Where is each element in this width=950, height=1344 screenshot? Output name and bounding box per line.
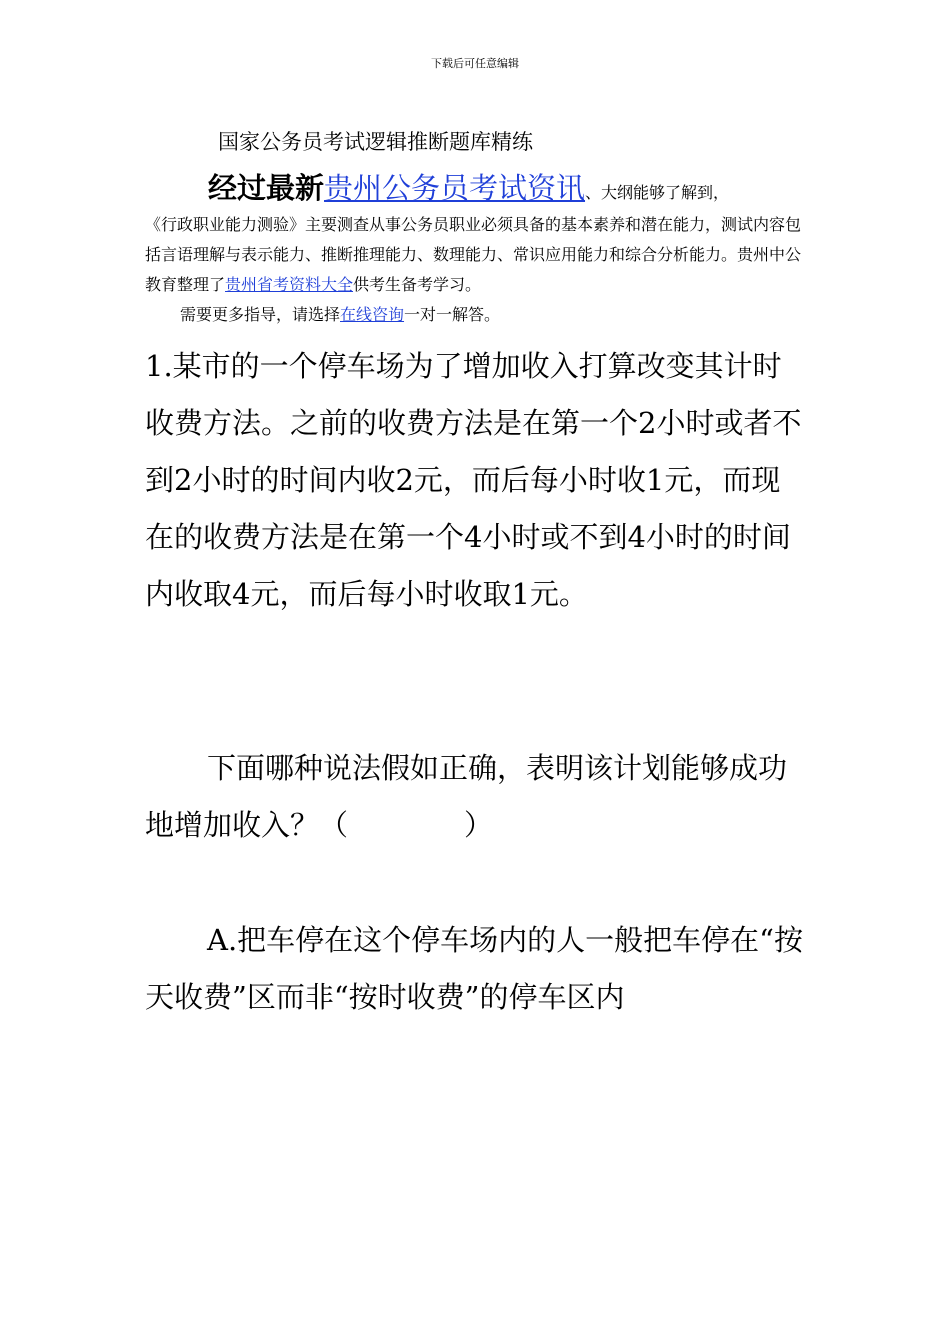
intro-first-line — [208, 168, 729, 213]
intro-body-tail: 供考生备考学习。 — [353, 275, 482, 294]
intro-lead: 经过最新 — [208, 171, 325, 205]
header-note: 下载后可任意编辑 — [431, 57, 519, 70]
advice-line — [180, 302, 500, 328]
intro-paragraph — [145, 210, 805, 300]
intro-body-text: 《行政职业能力测验》主要测查从事公务员职业必须具备的基本素养和潜在能力，测试内容包括言语理解与表示能力、推断推理能力、数理能力、常识应用能力和综合分析能力。贵州中公教育整理了 — [145, 215, 802, 294]
exam-materials-link[interactable]: 贵州省考资料大全 — [225, 275, 354, 294]
option-a: A.把车停在这个停车场内的人一般把车停在“按天收费”区而非“按时收费”的停车区内 — [145, 923, 803, 1014]
guizhou-exam-news-link[interactable]: 贵州公务员考试资讯 — [324, 171, 586, 205]
document-title: 国家公务员考试逻辑推断题库精练 — [218, 130, 533, 154]
intro-lead-tail: 、大纲能够了解到， — [585, 183, 730, 202]
advice-prefix: 需要更多指导，请选择 — [180, 305, 341, 324]
question-prompt: 下面哪种说法假如正确，表明该计划能够成功地增加收入？（ ） — [145, 751, 788, 842]
question-stem: 1.某市的一个停车场为了增加收入打算改变其计时收费方法。之前的收费方法是在第一个2小时或者不到2小时的时间内收2元，而后每小时收1元，而现在的收费方法是在第一个4小时或不到4小时的时间内收取4元，而后每小时收取1元。 — [145, 349, 802, 611]
online-consult-link[interactable]: 在线咨询 — [340, 305, 405, 324]
advice-suffix: 一对一解答。 — [404, 305, 501, 324]
